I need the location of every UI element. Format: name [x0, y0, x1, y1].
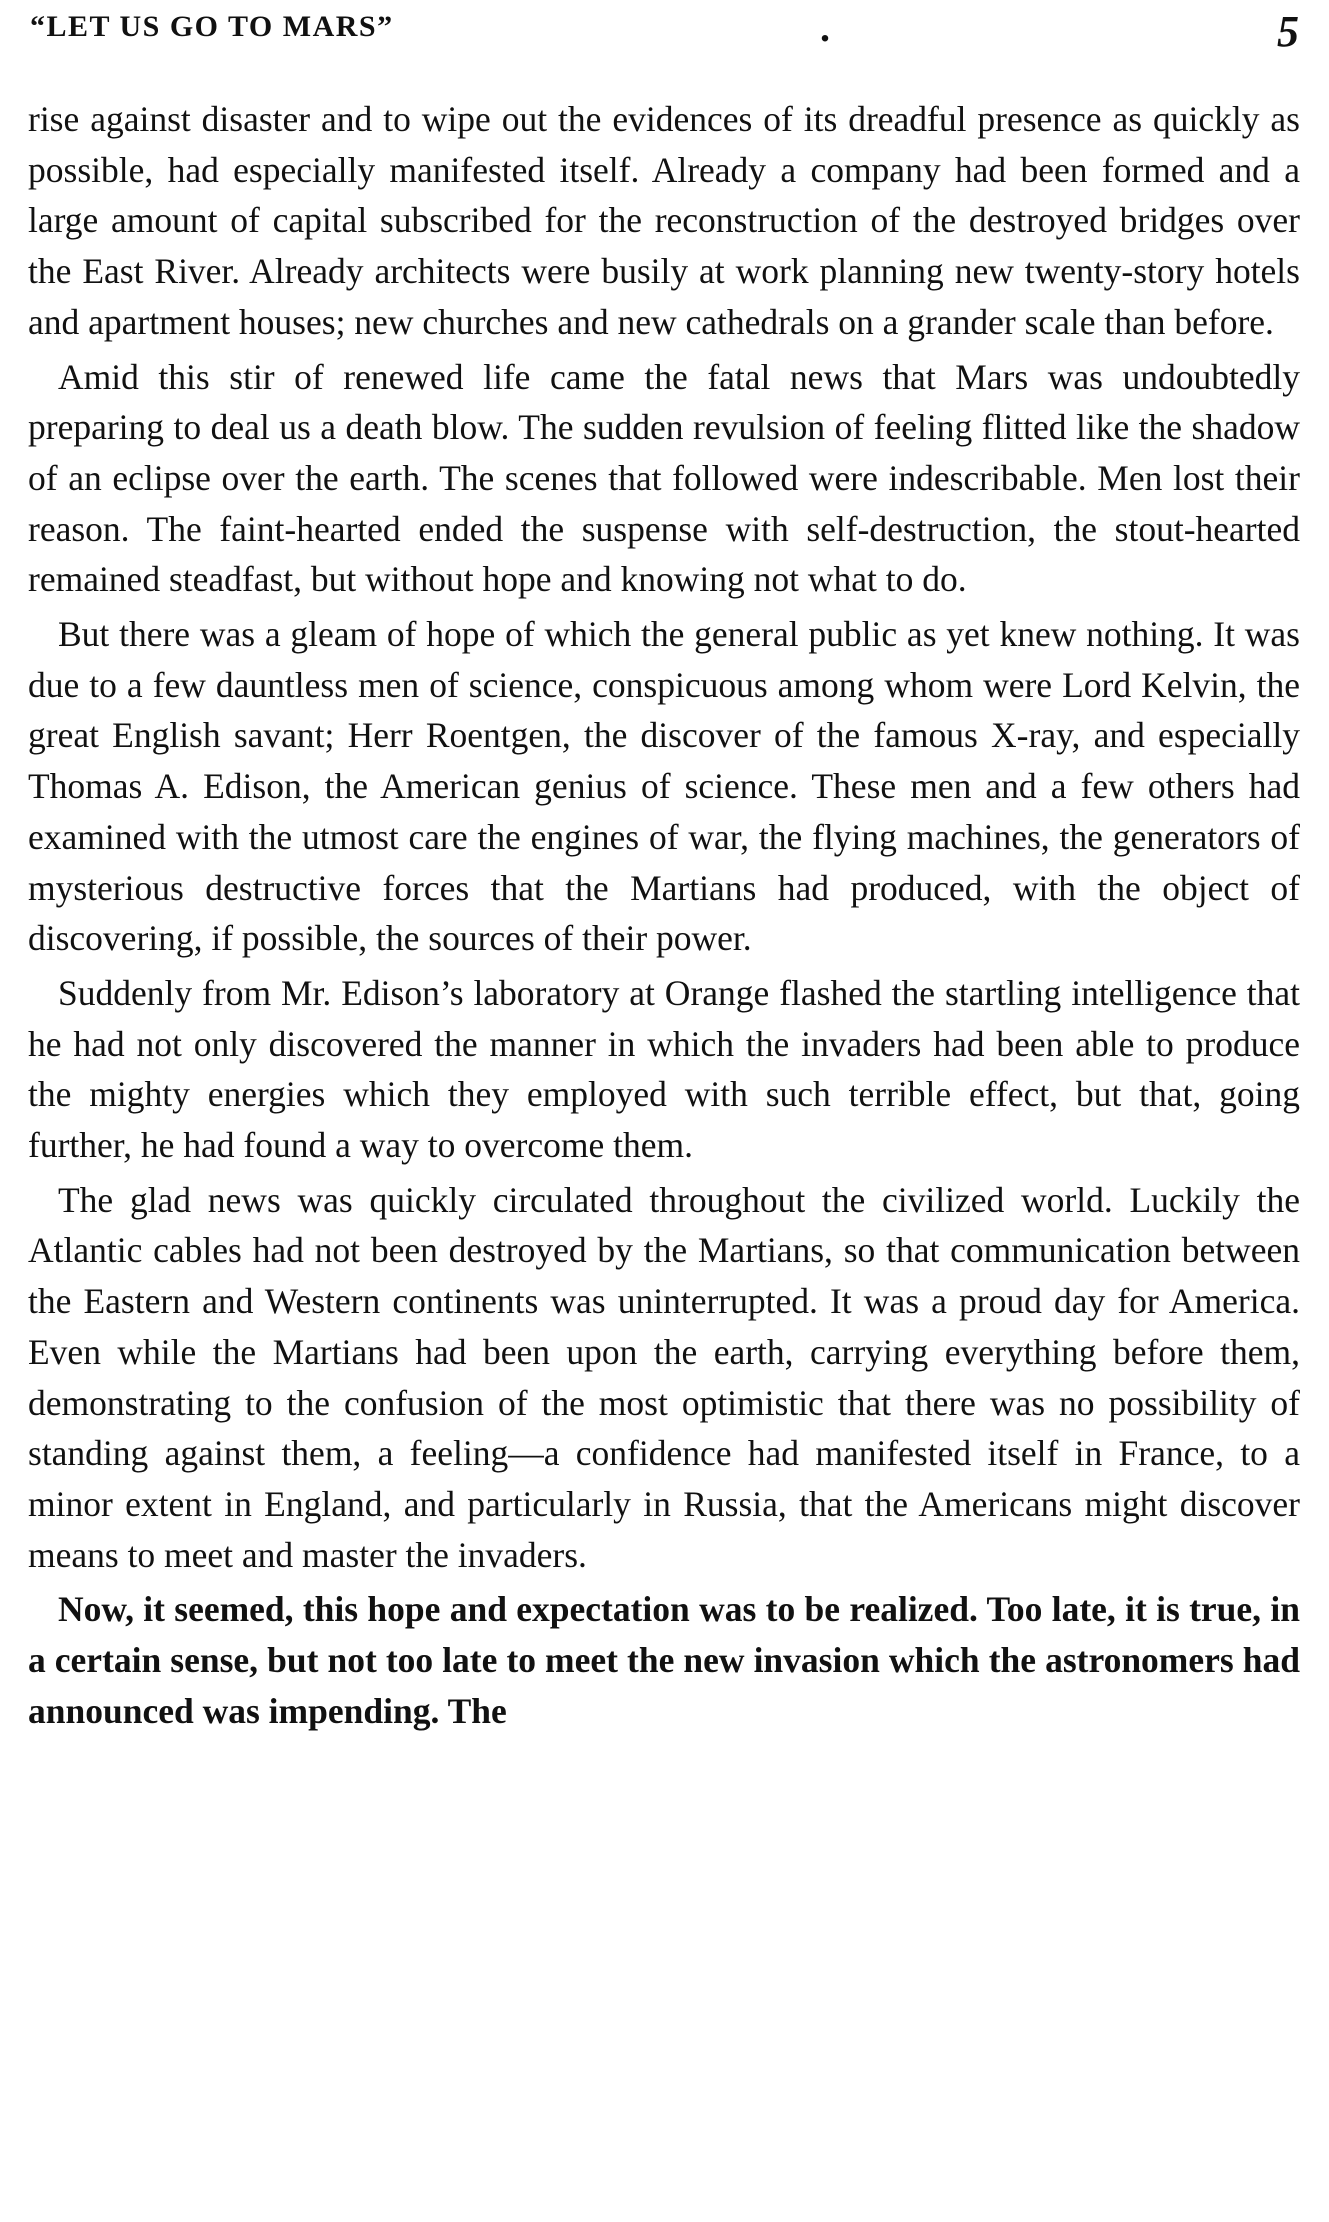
page-number: 5 — [1277, 7, 1299, 56]
paragraph: Suddenly from Mr. Edison’s laboratory at Orange flashed the startling intelligence that he had not only discovered the manner in which the invaders had been able to produce the mighty energies which they employed with such terrible effect, but that, going further, he had found a way to overcome them. — [28, 972, 1300, 1166]
paragraph: Now, it seemed, this hope and expectation was to be realized. Too late, it is true, in a certain sense, but not too late to meet the new invasion which the astronomers had announced was impending. The — [28, 1589, 1300, 1731]
body-text — [28, 94, 1300, 1741]
running-separator: . — [820, 5, 830, 50]
paragraph: rise against disaster and to wipe out the evidences of its dreadful presence as quickly as possible, had especially manifested itself. Already a company had been formed and a large amount of capital subscribed for the reconstruction of the destroyed bridges over the East River. Already architects were busily at work planning new twenty-story hotels and apartment houses; new churches and new cathedrals on a grander scale than before. — [28, 99, 1300, 342]
running-title: “LET US GO TO MARS” — [30, 10, 394, 43]
paragraph: But there was a gleam of hope of which the general public as yet knew nothing. It was due to a few dauntless men of science, conspicuous among whom were Lord Kelvin, the great English savant; Herr Roentgen, the discover of the famous X-ray, and especially Thomas A. Edison, the American genius of science. These men and a few others had examined with the utmost care the engines of war, the flying machines, the generators of mysterious destructive forces that the Martians had produced, with the object of discovering, if possible, the sources of their power. — [28, 614, 1300, 959]
paragraph: Amid this stir of renewed life came the fatal news that Mars was undoubtedly preparing to deal us a death blow. The sudden revulsion of feeling flitted like the shadow of an eclipse over the earth. The scenes that followed were indescribable. Men lost their reason. The faint-hearted ended the suspense with self-destruction, the stout-hearted remained steadfast, but without hope and knowing not what to do. — [28, 356, 1300, 600]
running-head — [30, 5, 1299, 70]
paragraph: The glad news was quickly circulated throughout the civilized world. Luckily the Atlantic cables had not been destroyed by the Martians, so that communication between the Eastern and Western continents was uninterrupted. It was a proud day for America. Even while the Martians had been upon the earth, carrying everything before them, demonstrating to the confusion of the most optimistic that there was no possibility of standing against them, a feeling—a confidence had manifested itself in France, to a minor extent in England, and particularly in Russia, that the Americans might discover means to meet and master the invaders. — [28, 1179, 1300, 1575]
